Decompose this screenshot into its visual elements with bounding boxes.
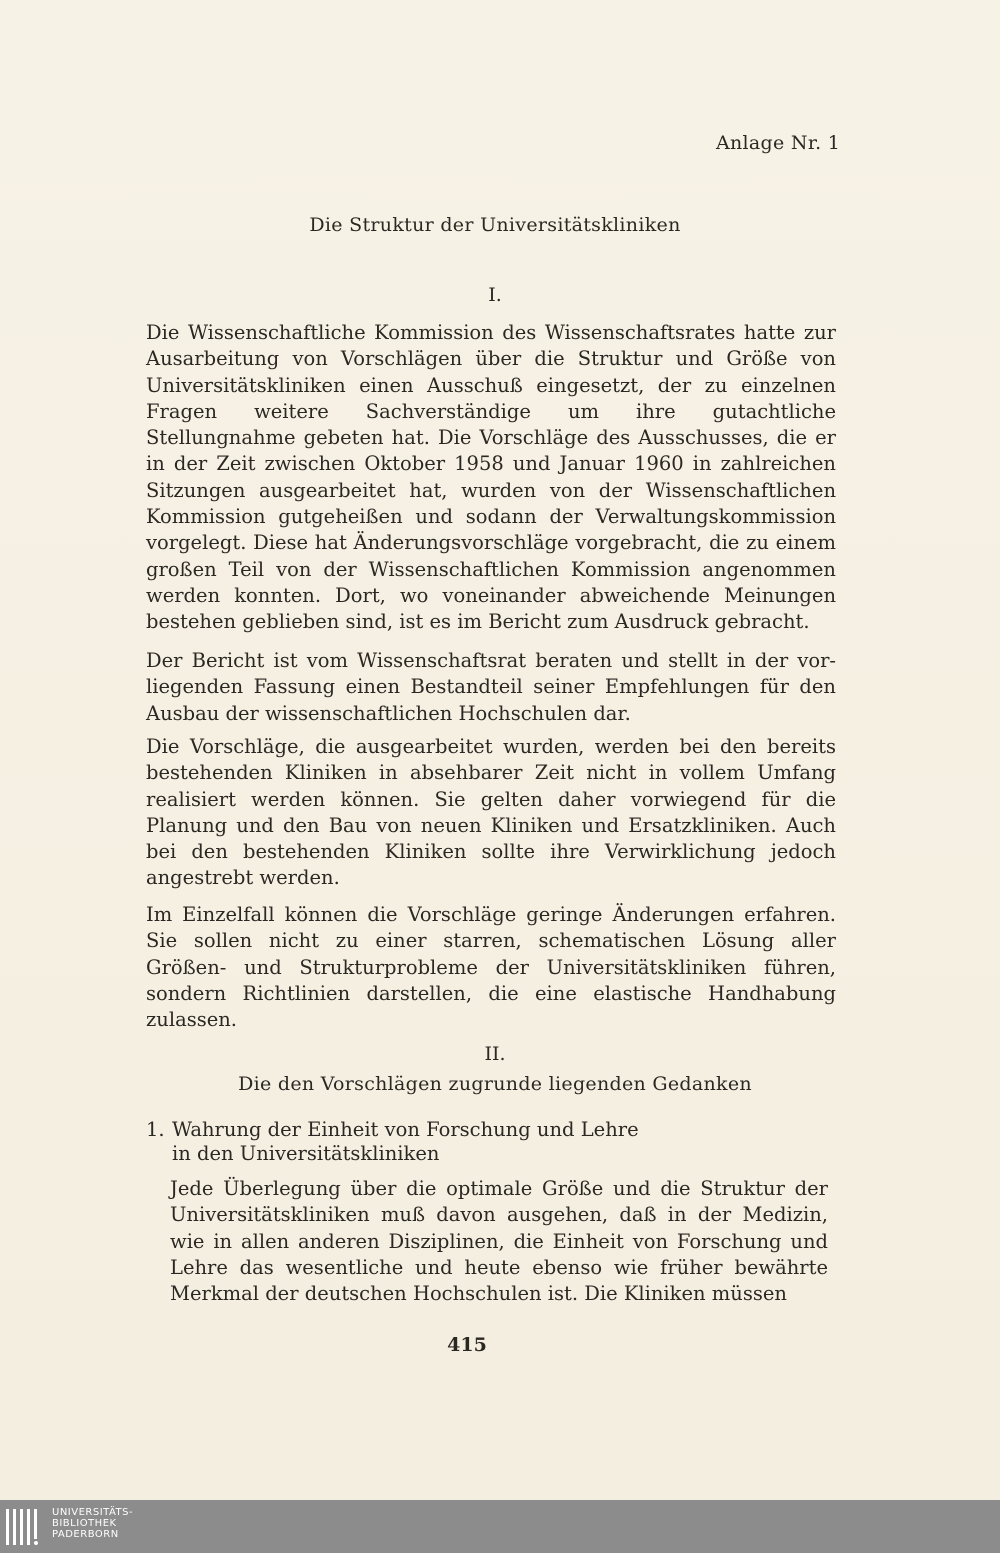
paragraph: Die Vorschläge, die ausgearbeitet wurden, werden bei den bereits bestehenden Kliniken in absehbarer Zeit nicht in vollem Umfang realisiert werden können. Sie gelten daher vorwiegend für die Planung und den Bau von neuen Kliniken und Ersatzkliniken. Auch bei den bestehenden Kliniken sollte ihre Verwirklichung jedoch angestrebt werden. [146, 735, 836, 890]
annex-label: Anlage Nr. 1 [716, 132, 841, 154]
paragraph: Die Wissenschaftliche Kommission des Wissenschaftsrates hatte zur Ausarbeitung von Vorschlägen über die Struktur und Größe von Universitätskliniken einen Ausschuß eingesetzt, der zu einzelnen Fragen weitere Sachverständige um ihre gutachtliche Stellungnahme gebeten hat. Die Vorschläge des Ausschusses, die er in der Zeit zwischen Oktober 1958 und Januar 1960 in zahlreichen Sitzungen ausgearbeitet hat, wurden von der Wissenschaftlichen Kommission gutgeheißen und sodann der Verwaltungskommission vorgelegt. Diese hat Änderungsvorschläge vorgebracht, die zu einem großen Teil von der Wissenschaftlichen Kommission angenommen werden konnten. Dort, wo voneinander abweichende Meinungen bestehen geblieben sind, ist es im Bericht zum Ausdruck gebracht. [146, 321, 836, 634]
paragraph: Der Bericht ist vom Wissenschaftsrat beraten und stellt in der vorliegenden Fassung einen Bestandteil seiner Empfehlungen für den Ausbau der wissenschaftlichen Hochschulen dar. [146, 649, 836, 725]
item-paragraph: Jede Überlegung über die optimale Größe und die Struktur der Universitätskliniken muß davon ausgehen, daß in der Medizin, wie in allen anderen Disziplinen, die Einheit von Forschung und Lehre das wesentliche und heute ebenso wie früher bewährte Merkmal der deutschen Hochschulen ist. Die Kliniken müssen [170, 1177, 828, 1306]
item-number: 1. [146, 1118, 165, 1141]
item-heading-line1: Wahrung der Einheit von Forschung und Lehre [172, 1118, 639, 1141]
paragraph: Im Einzelfall können die Vorschläge geringe Änderungen erfahren. Sie sollen nicht zu einer starren, schematischen Lösung aller Größen- und Strukturprobleme der Universitätskliniken führen, sondern Richtlinien darstellen, die eine elastische Handhabung zulassen. [146, 903, 836, 1032]
library-name: UNIVERSITÄTS- BIBLIOTHEK PADERBORN [52, 1507, 134, 1540]
library-footer [0, 1500, 1000, 1553]
item-heading-line2: in den Universitätskliniken [172, 1142, 440, 1165]
document-title: Die Struktur der Universitätskliniken [309, 214, 681, 236]
section-2-numeral: II. [484, 1043, 506, 1065]
item-heading [172, 1118, 692, 1166]
section-1-numeral: I. [488, 284, 502, 306]
page-number: 415 [447, 1334, 487, 1356]
section-2-heading: Die den Vorschlägen zugrunde liegenden Gedanken [238, 1073, 752, 1095]
library-logo-icon [6, 1509, 44, 1545]
